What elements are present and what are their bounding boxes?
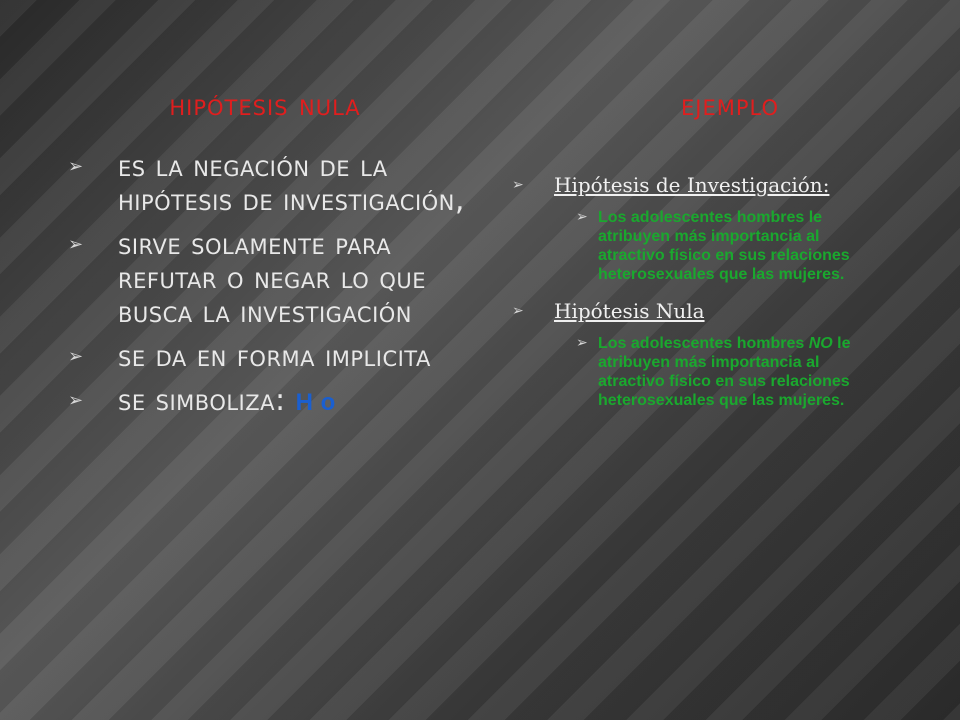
left-bullet-text: sirve solamente para refutar o negar lo que busca la investigación bbox=[118, 227, 426, 330]
arrow-bullet-icon: ➢ bbox=[68, 234, 84, 255]
left-bullet-text: se da en forma implicita bbox=[118, 339, 431, 374]
example-sub-text bbox=[598, 335, 851, 409]
left-column-title: hipótesis nula bbox=[169, 88, 361, 123]
example-label: Hipótesis Nula bbox=[554, 299, 705, 323]
arrow-bullet-icon: ➢ bbox=[68, 346, 84, 367]
example-item bbox=[512, 298, 912, 410]
example-sub-item bbox=[576, 334, 878, 410]
left-bullet-item bbox=[68, 384, 488, 420]
arrow-bullet-icon: ➢ bbox=[576, 335, 588, 351]
left-bullet-item bbox=[68, 228, 488, 330]
arrow-bullet-icon: ➢ bbox=[512, 303, 524, 319]
arrow-bullet-icon: ➢ bbox=[68, 156, 84, 177]
example-sub-item bbox=[576, 208, 878, 284]
null-hypothesis-symbol: H o bbox=[295, 389, 336, 416]
left-bullet-list bbox=[68, 150, 488, 430]
arrow-bullet-icon: ➢ bbox=[512, 177, 524, 193]
left-bullet-text: es la negación de la hipótesis de investigación, bbox=[118, 149, 465, 218]
example-sub-text-prefix: Los adolescentes hombres bbox=[598, 335, 809, 352]
example-label: Hipótesis de Investigación: bbox=[554, 173, 830, 197]
arrow-bullet-icon: ➢ bbox=[576, 209, 588, 225]
example-item bbox=[512, 172, 912, 284]
left-bullet-item bbox=[68, 150, 488, 218]
arrow-bullet-icon: ➢ bbox=[68, 390, 84, 411]
left-bullet-item bbox=[68, 340, 488, 374]
example-sub-text-suffix: le atribuyen más importancia al atractivo físico en sus relaciones heterosexuales que las mujeres. bbox=[598, 335, 851, 409]
right-column-title: ejemplo bbox=[681, 88, 779, 123]
example-sub-text-emphasis: NO bbox=[808, 335, 833, 352]
example-sub-text: Los adolescentes hombres le atribuyen más importancia al atractivo físico en sus relaciones heterosexuales que las mujeres. bbox=[598, 209, 850, 283]
left-bullet-text: se simboliza: bbox=[118, 383, 286, 418]
right-bullet-list bbox=[512, 172, 912, 424]
